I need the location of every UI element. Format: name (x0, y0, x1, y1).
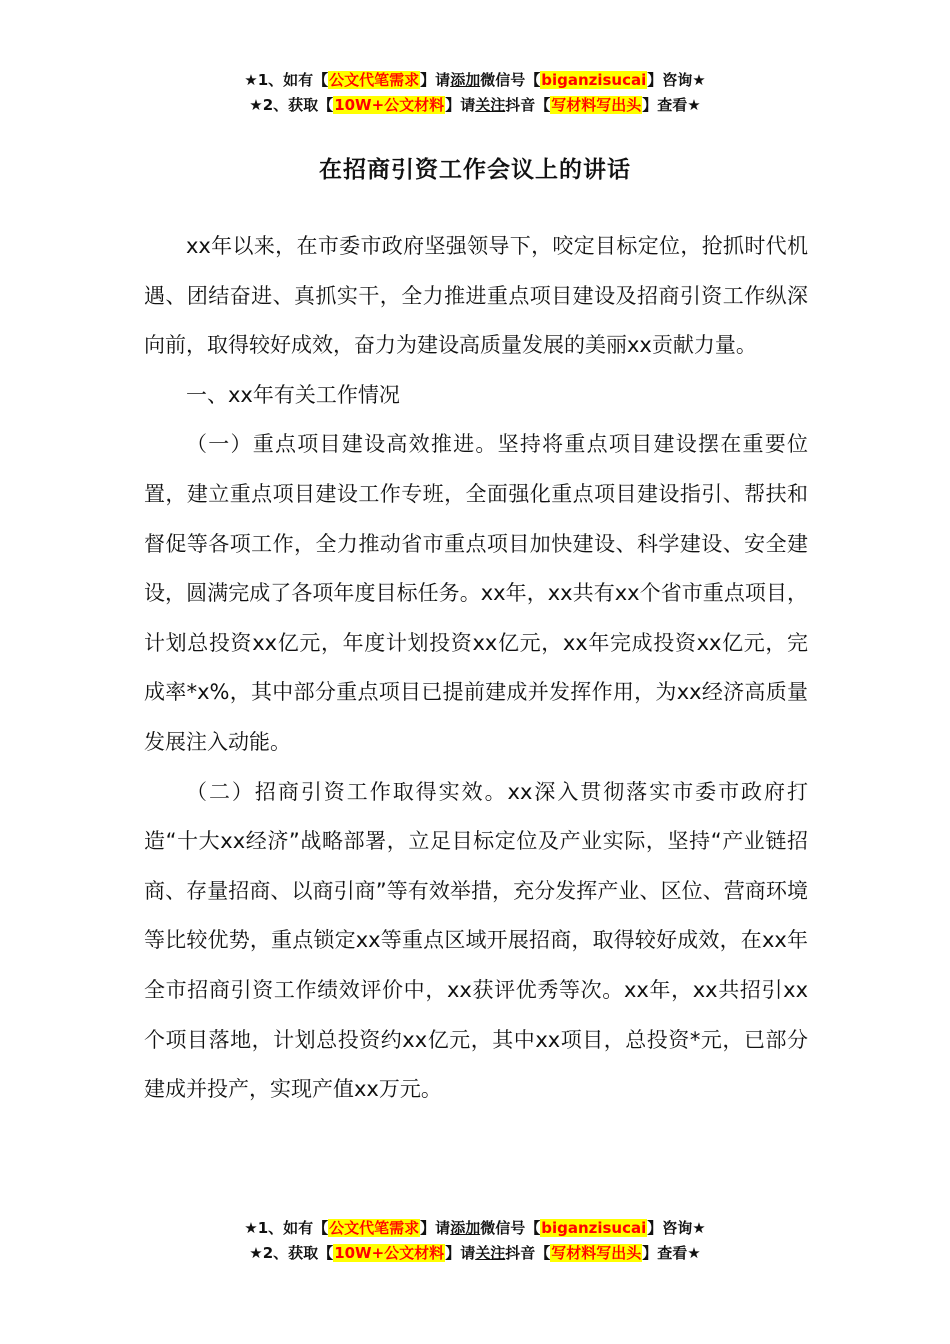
banner-highlight: 公文代笔需求 (329, 1219, 420, 1237)
banner-text: 抖音【 (505, 1244, 551, 1262)
banner-line-2 (0, 93, 950, 118)
banner-text: ★1、如有【 (244, 71, 329, 89)
banner-text: 微信号【 (480, 1219, 541, 1237)
banner-highlight: biganzisucai (541, 71, 647, 89)
banner-line-1 (0, 1216, 950, 1241)
banner-text: 微信号【 (480, 71, 541, 89)
banner-text: 】请 (420, 1219, 451, 1237)
banner-text: 抖音【 (505, 96, 551, 114)
banner-line-2 (0, 1241, 950, 1266)
header-banner (0, 68, 950, 118)
paragraph: （二）招商引资工作取得实效。xx深入贯彻落实市委市政府打造“十大xx经济”战略部署，立足目标定位及产业实际，坚持“产业链招商、存量招商、以商引商”等有效举措，充分发挥产业、区位、营商环境等比较优势，重点锁定xx等重点区域开展招商，取得较好成效，在xx年全市招商引资工作绩效评价中，xx获评优秀等次。xx年，xx共招引xx个项目落地，计划总投资约xx亿元，其中xx项目，总投资*元，已部分建成并投产，实现产值xx万元。 (144, 779, 808, 1102)
banner-highlight: biganzisucai (541, 1219, 647, 1237)
banner-highlight: 公文代笔需求 (329, 71, 420, 89)
banner-text: 】咨询★ (647, 1219, 706, 1237)
banner-underlined: 添加 (450, 71, 481, 89)
banner-text: 】请 (445, 96, 476, 114)
banner-text: 】请 (420, 71, 451, 89)
section-heading: 一、xx年有关工作情况 (186, 382, 400, 407)
document-body (144, 222, 808, 1115)
banner-text: 】咨询★ (647, 71, 706, 89)
banner-highlight: 10W+公文材料 (334, 96, 445, 114)
banner-text: ★2、获取【 (249, 96, 334, 114)
banner-highlight: 10W+公文材料 (334, 1244, 445, 1262)
document-title: 在招商引资工作会议上的讲话 (319, 157, 631, 183)
paragraph: xx年以来，在市委市政府坚强领导下，咬定目标定位，抢抓时代机遇、团结奋进、真抓实干，全力推进重点项目建设及招商引资工作纵深向前，取得较好成效，奋力为建设高质量发展的美丽xx贡献力量。 (144, 234, 808, 358)
banner-underlined: 添加 (450, 1219, 481, 1237)
banner-text: ★2、获取【 (249, 1244, 334, 1262)
banner-underlined: 关注 (475, 96, 506, 114)
footer-banner (0, 1216, 950, 1266)
paragraph: （一）重点项目建设高效推进。坚持将重点项目建设摆在重要位置，建立重点项目建设工作专班，全面强化重点项目建设指引、帮扶和督促等各项工作，全力推动省市重点项目加快建设、科学建设、安全建设，圆满完成了各项年度目标任务。xx年，xx共有xx个省市重点项目，计划总投资xx亿元，年度计划投资xx亿元，xx年完成投资xx亿元，完成率*x%，其中部分重点项目已提前建成并发挥作用，为xx经济高质量发展注入动能。 (144, 432, 808, 754)
banner-text: 】查看★ (642, 96, 701, 114)
banner-highlight: 写材料写出头 (551, 1244, 642, 1262)
banner-text: ★1、如有【 (244, 1219, 329, 1237)
banner-underlined: 关注 (475, 1244, 506, 1262)
banner-highlight: 写材料写出头 (551, 96, 642, 114)
banner-text: 】请 (445, 1244, 476, 1262)
banner-text: 】查看★ (642, 1244, 701, 1262)
banner-line-1 (0, 68, 950, 93)
